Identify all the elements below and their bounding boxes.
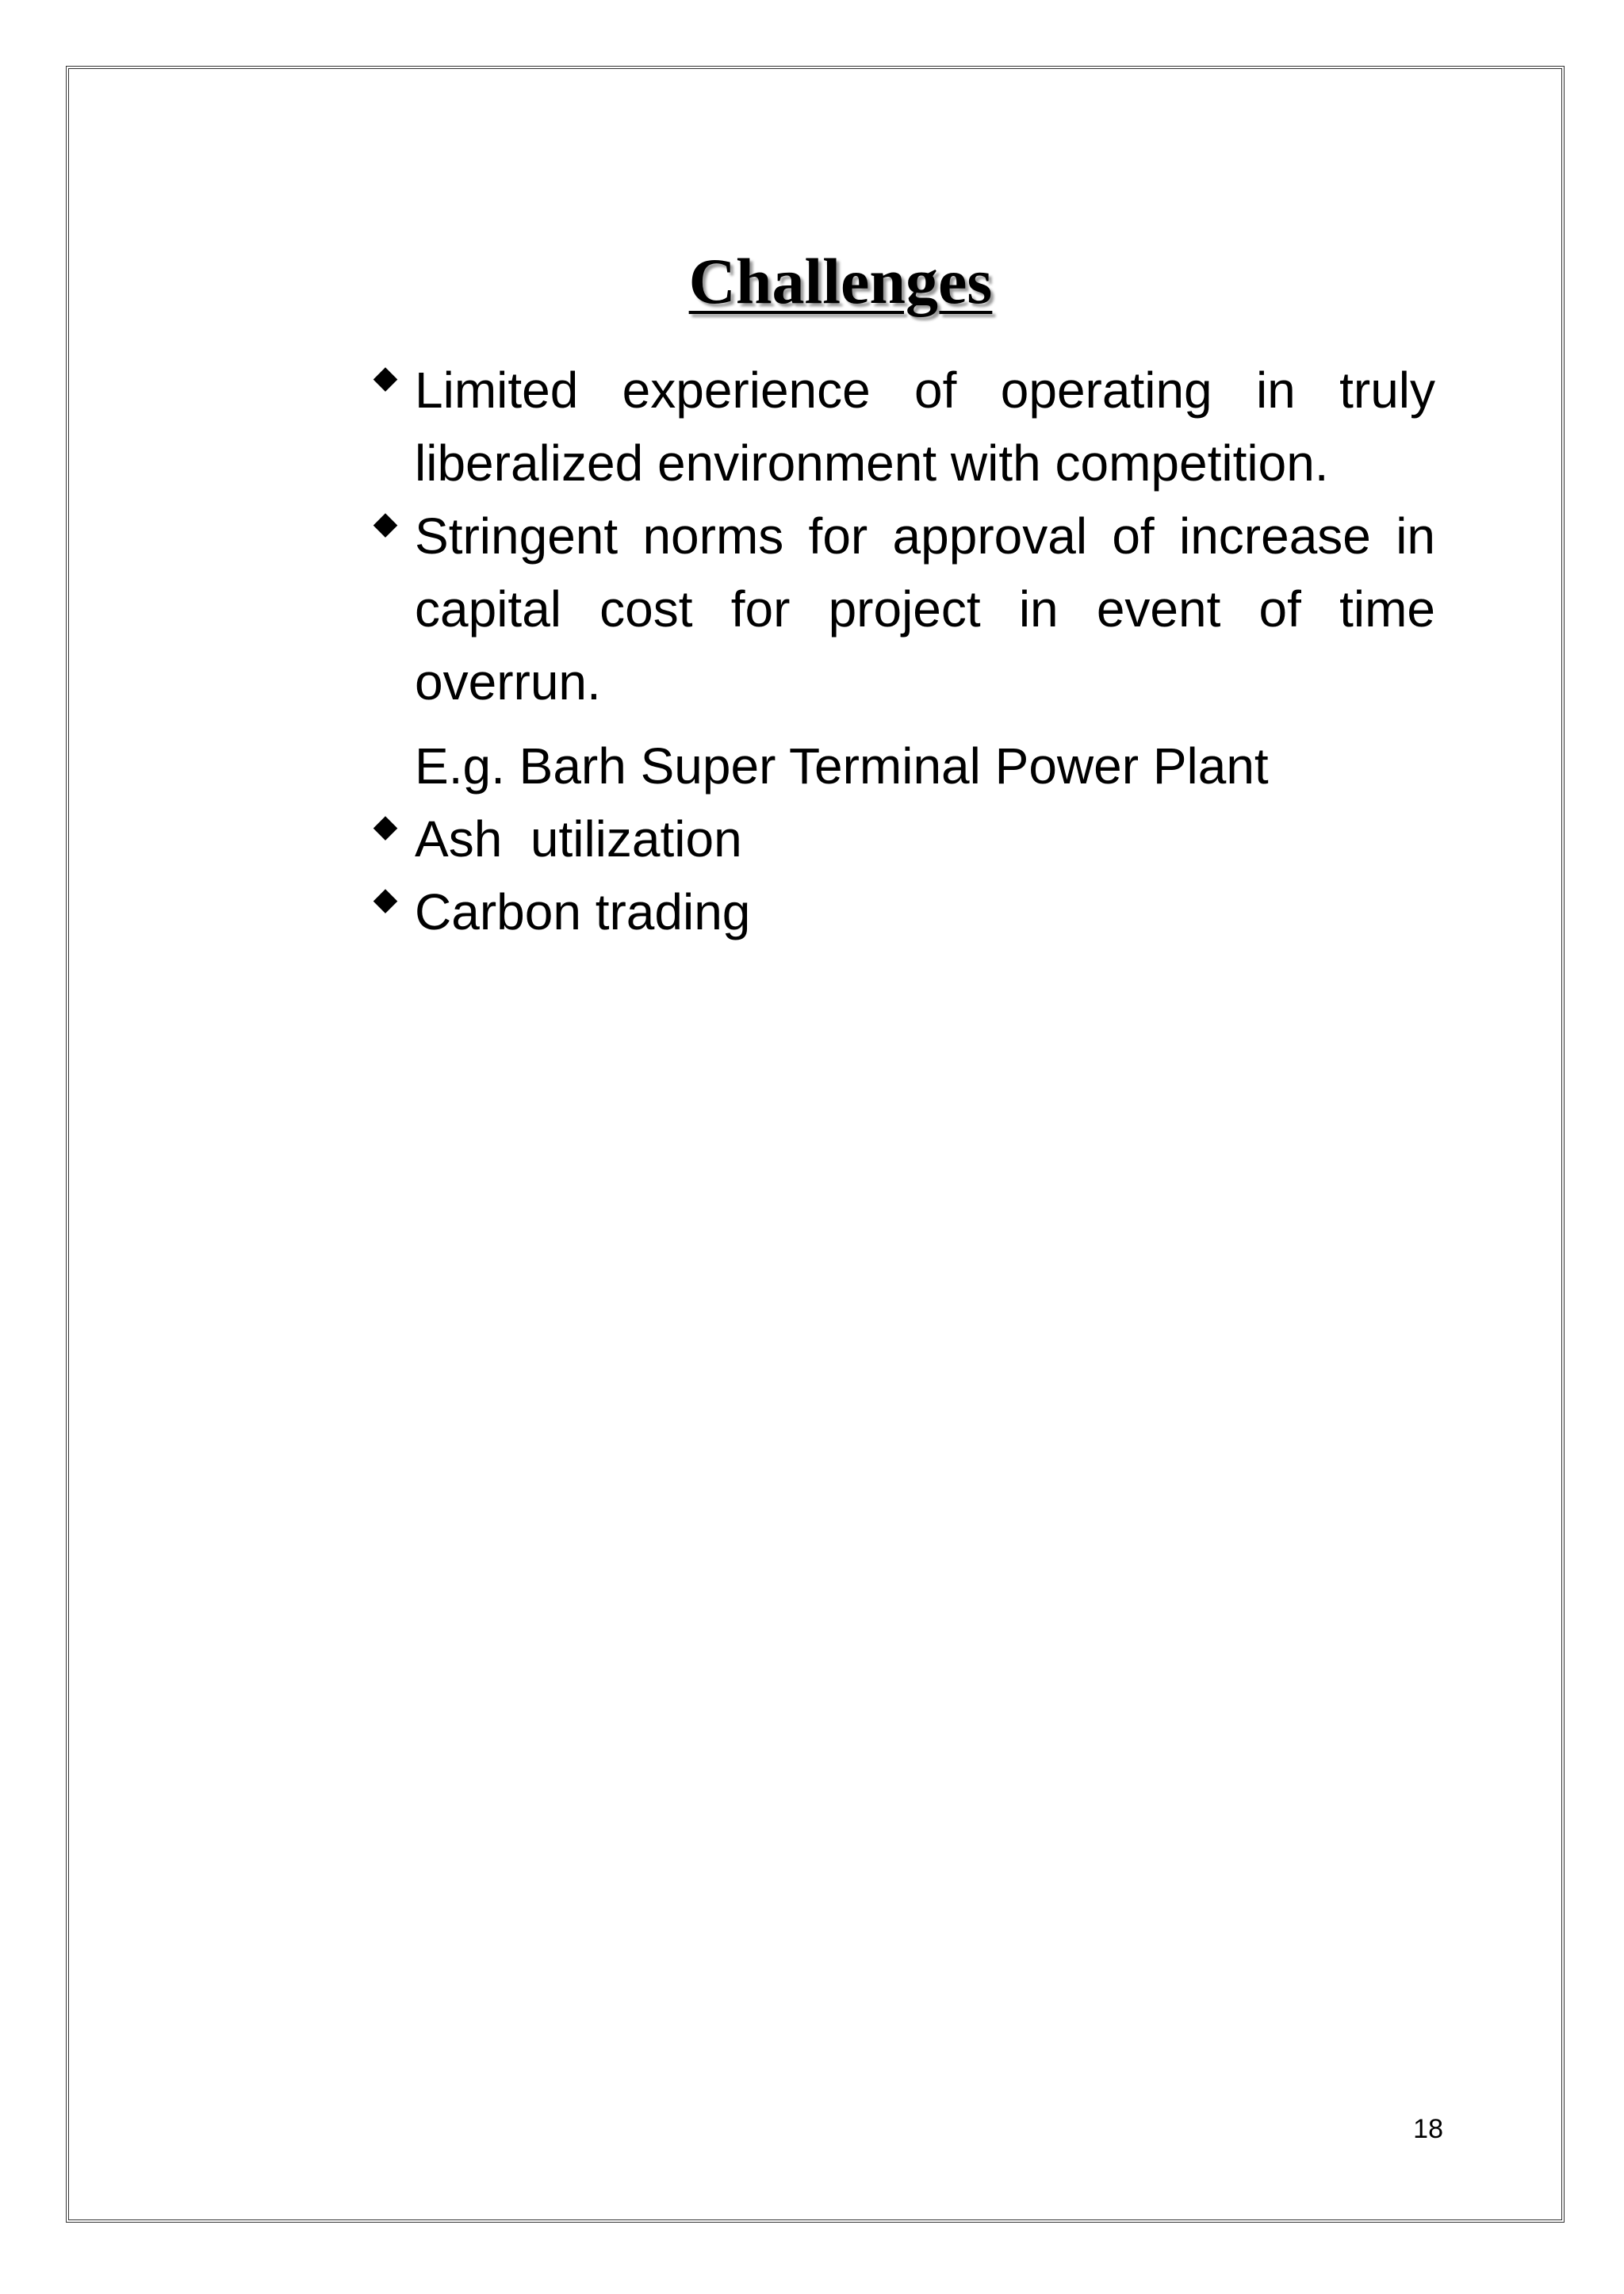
list-item-text: Ash utilization	[415, 810, 742, 867]
page-number: 18	[1413, 2114, 1443, 2144]
challenges-list	[365, 354, 1435, 948]
list-item-text: Limited experience of operating in truly liberalized environment with competition.	[415, 362, 1435, 492]
diamond-icon: ◆	[373, 809, 398, 844]
list-item-ash-utilization	[365, 802, 1435, 875]
list-item-text: Stringent norms for approval of increase in capital cost for project in event of time overrun.	[415, 507, 1435, 710]
list-item-carbon-trading	[365, 875, 1435, 948]
diamond-icon: ◆	[373, 506, 398, 541]
example-text: E.g. Barh Super Terminal Power Plant	[415, 737, 1269, 795]
page-title: Challenges	[688, 244, 993, 317]
diamond-icon: ◆	[373, 360, 398, 395]
list-item-limited-experience	[365, 354, 1435, 500]
list-item-stringent-norms	[365, 500, 1435, 718]
list-item-text: Carbon trading	[415, 883, 751, 940]
diamond-icon: ◆	[373, 882, 398, 917]
